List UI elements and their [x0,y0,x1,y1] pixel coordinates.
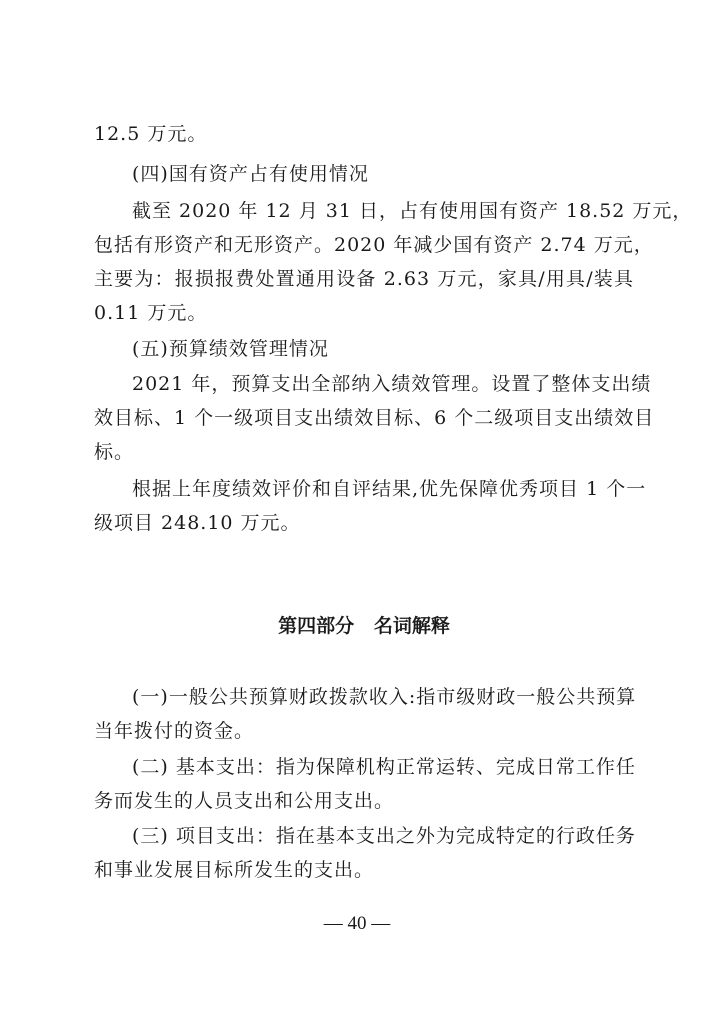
definition-line: 务而发生的人员支出和公用支出。 [94,790,395,812]
definition-line: 当年拨付的资金。 [94,720,255,742]
text-line: 根据上年度绩效评价和自评结果,优先保障优秀项目 1 个一 [132,478,647,500]
subsection-heading: (五)预算绩效管理情况 [132,338,329,360]
text-line: 包括有形资产和无形资产。2020 年减少国有资产 2.74 万元， [94,234,654,256]
subsection-heading: (四)国有资产占有使用情况 [132,163,369,185]
definition-line: (三) 项目支出：指在基本支出之外为完成特定的行政任务 [132,825,636,847]
page-number: — 40 — [323,913,391,934]
section-heading: 第四部分 名词解释 [278,615,450,637]
text-line: 12.5 万元。 [94,123,208,145]
text-line: 0.11 万元。 [94,302,208,324]
definition-line: (一)一般公共预算财政拨款收入:指市级财政一般公共预算 [132,686,637,708]
text-line: 2021 年，预算支出全部纳入绩效管理。设置了整体支出绩 [132,373,652,395]
definition-line: (二) 基本支出：指为保障机构正常运转、完成日常工作任 [132,756,636,778]
text-line: 级项目 248.10 万元。 [94,512,301,534]
text-line: 截至 2020 年 12 月 31 日，占有使用国有资产 18.52 万元， [132,200,693,222]
text-line: 标。 [94,441,135,463]
text-line: 主要为：报损报费处置通用设备 2.63 万元，家具/用具/装具 [94,268,634,290]
text-line: 效目标、1 个一级项目支出绩效目标、6 个二级项目支出绩效目 [94,407,655,429]
definition-line: 和事业发展目标所发生的支出。 [94,859,375,881]
